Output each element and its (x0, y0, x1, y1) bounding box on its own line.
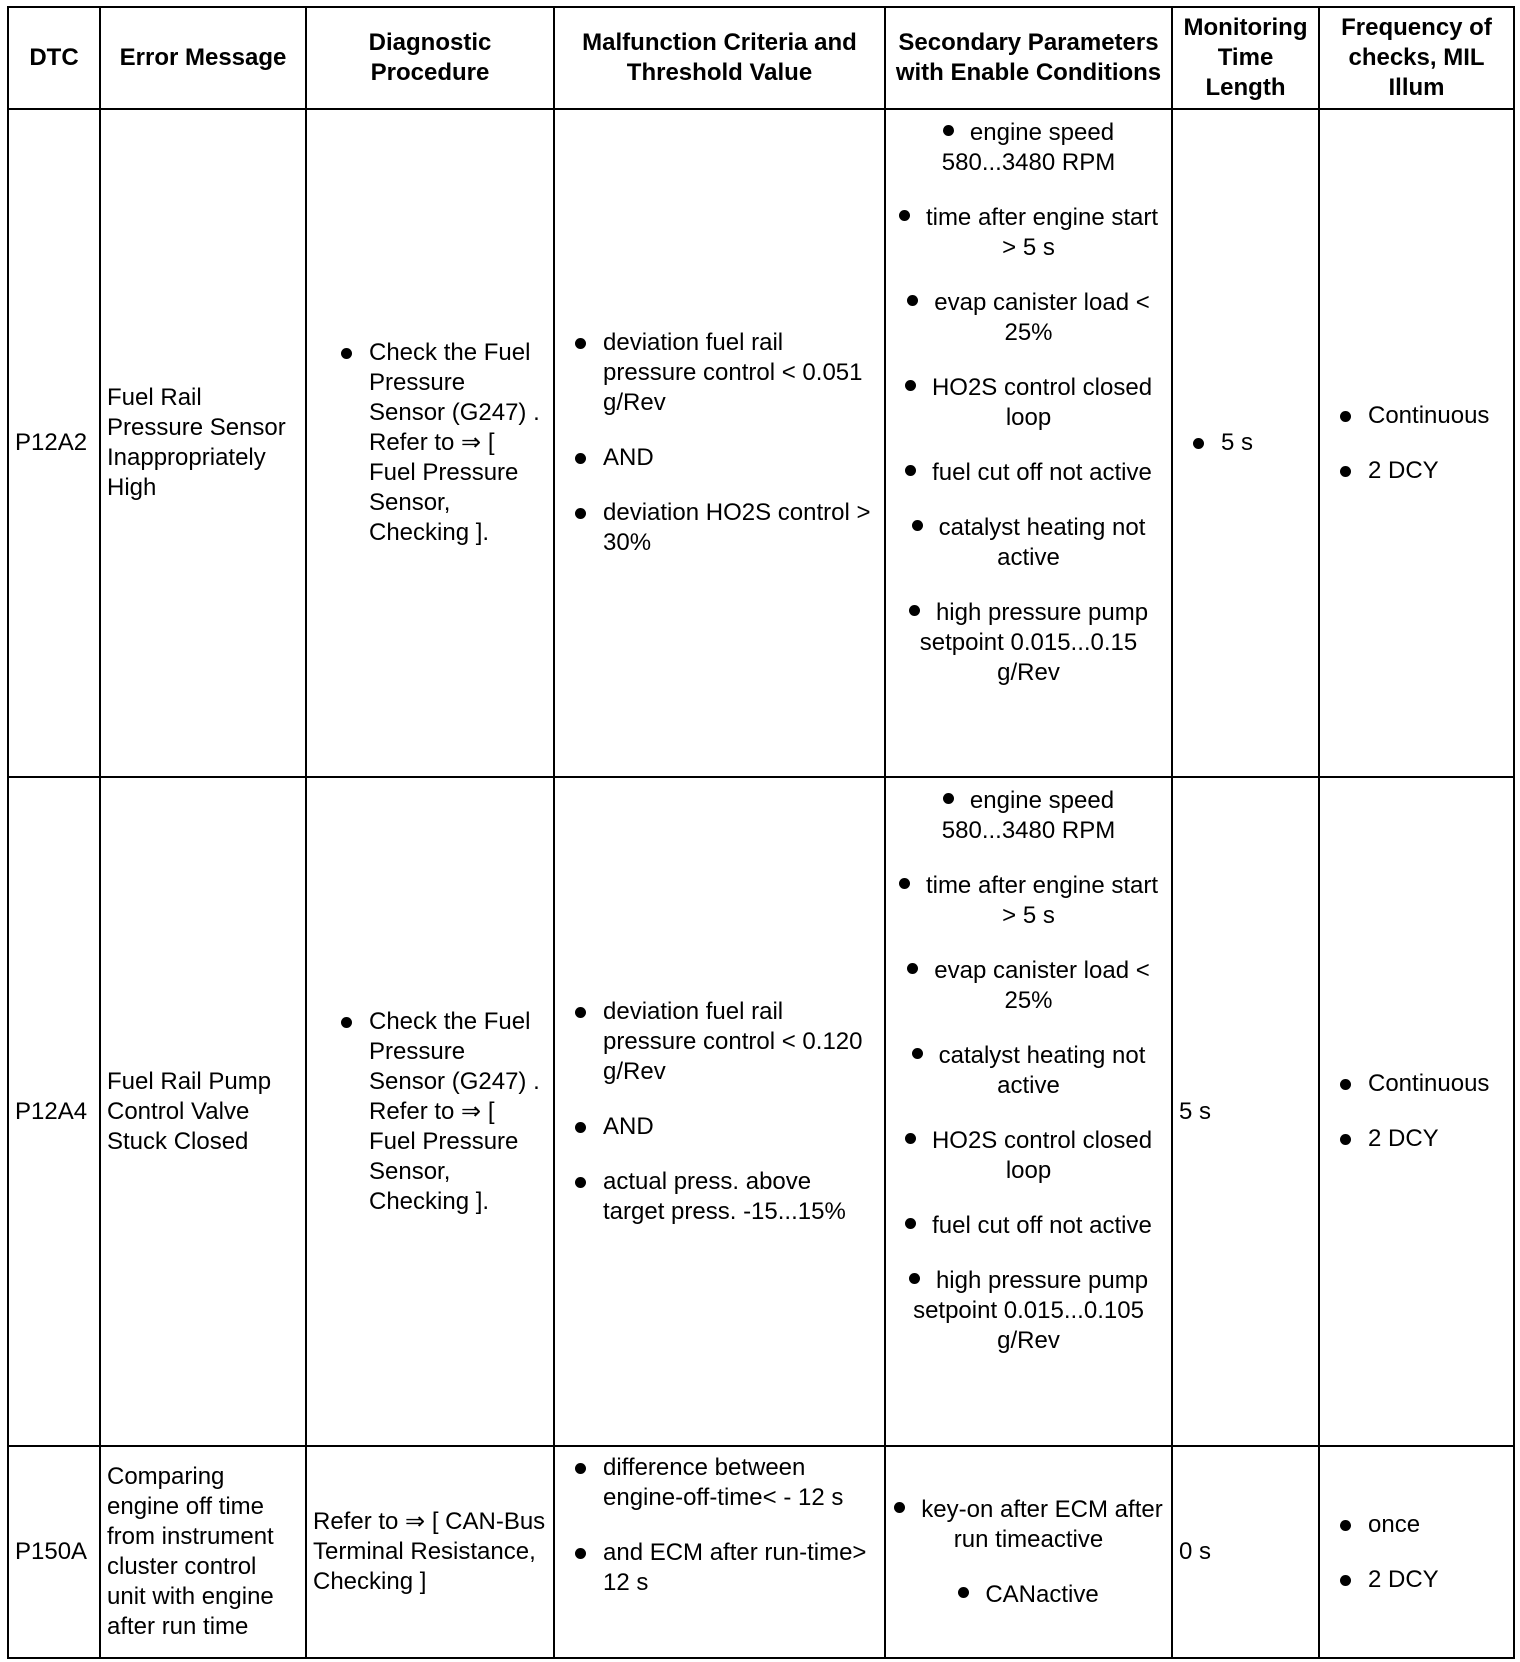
secondary-item: fuel cut off not active (892, 458, 1165, 488)
header-secondary-parameters: Secondary Parameters with Enable Conditions (885, 7, 1172, 109)
frequency-item: 2 DCY (1336, 456, 1507, 486)
diagnostic-procedure (306, 777, 554, 1446)
secondary-item: high pressure pump setpoint 0.015...0.105 g/Rev (892, 1266, 1165, 1356)
bullet-icon (912, 1048, 923, 1059)
frequency (1319, 109, 1514, 777)
bullet-icon (905, 1218, 916, 1229)
frequency (1319, 1446, 1514, 1658)
criteria-item: and ECM after run-time> 12 s (571, 1538, 878, 1598)
bullet-icon (943, 125, 954, 136)
header-frequency: Frequency of checks, MIL Illum (1319, 7, 1514, 109)
secondary-item: evap canister load < 25% (892, 288, 1165, 348)
header-monitoring-time: Monitoring Time Length (1172, 7, 1319, 109)
secondary-parameters (885, 1446, 1172, 1658)
secondary-item: time after engine start > 5 s (892, 203, 1165, 263)
frequency-item: 2 DCY (1336, 1124, 1507, 1154)
bullet-icon (909, 1273, 920, 1284)
procedure-item: Check the Fuel Pressure Sensor (G247) . Refer to ⇒ [ Fuel Pressure Sensor, Checking ]. (337, 1007, 547, 1217)
table-row (8, 109, 1514, 777)
secondary-item: engine speed 580...3480 RPM (941, 787, 1116, 844)
header-dtc: DTC (8, 7, 100, 109)
bullet-icon (909, 605, 920, 616)
frequency-item: Continuous (1336, 1069, 1507, 1099)
header-malfunction-criteria: Malfunction Criteria and Threshold Value (554, 7, 885, 109)
diagnostic-procedure (306, 109, 554, 777)
dtc-code: P12A2 (8, 109, 100, 777)
monitoring-item: 5 s (1189, 428, 1312, 458)
bullet-icon (905, 380, 916, 391)
secondary-item: evap canister load < 25% (892, 956, 1165, 1016)
bullet-icon (905, 1133, 916, 1144)
dtc-table (7, 6, 1515, 1659)
frequency (1319, 777, 1514, 1446)
criteria-item: deviation fuel rail pressure control < 0.051 g/Rev (571, 328, 878, 418)
frequency-item: once (1336, 1510, 1507, 1540)
error-message: Fuel Rail Pressure Sensor Inappropriately High (100, 109, 306, 777)
criteria-item: actual press. above target press. -15...15% (571, 1167, 878, 1227)
bullet-icon (958, 1587, 969, 1598)
monitoring-time: 0 s (1172, 1446, 1319, 1658)
malfunction-criteria (554, 109, 885, 777)
bullet-icon (943, 793, 954, 804)
criteria-item: AND (571, 1112, 878, 1142)
criteria-item: deviation HO2S control > 30% (571, 498, 878, 558)
error-message: Comparing engine off time from instrument cluster control unit with engine after run time (100, 1446, 306, 1658)
criteria-item: difference between engine-off-time< - 12 s (571, 1453, 878, 1513)
secondary-item: key-on after ECM after run timeactive (892, 1495, 1165, 1555)
secondary-item: catalyst heating not active (892, 1041, 1165, 1101)
bullet-icon (899, 878, 910, 889)
secondary-item: time after engine start > 5 s (892, 871, 1165, 931)
bullet-icon (907, 295, 918, 306)
monitoring-time: 5 s (1172, 777, 1319, 1446)
frequency-item: Continuous (1336, 401, 1507, 431)
bullet-icon (905, 465, 916, 476)
table-row (8, 777, 1514, 1446)
malfunction-criteria (554, 1446, 885, 1658)
table-row (8, 1446, 1514, 1658)
header-error-message: Error Message (100, 7, 306, 109)
header-diagnostic-procedure: Diagnostic Procedure (306, 7, 554, 109)
diagnostic-procedure: Refer to ⇒ [ CAN-Bus Terminal Resistance, Checking ] (306, 1446, 554, 1658)
secondary-item: fuel cut off not active (892, 1211, 1165, 1241)
secondary-parameters (885, 109, 1172, 777)
bullet-icon (907, 963, 918, 974)
malfunction-criteria (554, 777, 885, 1446)
bullet-icon (899, 210, 910, 221)
dtc-code: P12A4 (8, 777, 100, 1446)
secondary-item: CANactive (892, 1580, 1165, 1610)
secondary-item: catalyst heating not active (892, 513, 1165, 573)
secondary-item: engine speed 580...3480 RPM (941, 119, 1116, 176)
monitoring-time (1172, 109, 1319, 777)
criteria-item: deviation fuel rail pressure control < 0.120 g/Rev (571, 997, 878, 1087)
criteria-item: AND (571, 443, 878, 473)
dtc-code: P150A (8, 1446, 100, 1658)
secondary-item: high pressure pump setpoint 0.015...0.15 g/Rev (892, 598, 1165, 688)
error-message: Fuel Rail Pump Control Valve Stuck Closed (100, 777, 306, 1446)
secondary-item: HO2S control closed loop (892, 373, 1165, 433)
secondary-item: HO2S control closed loop (892, 1126, 1165, 1186)
header-row (8, 7, 1514, 109)
bullet-icon (912, 520, 923, 531)
procedure-item: Check the Fuel Pressure Sensor (G247) . Refer to ⇒ [ Fuel Pressure Sensor, Checking ]. (337, 338, 547, 548)
bullet-icon (894, 1502, 905, 1513)
frequency-item: 2 DCY (1336, 1565, 1507, 1595)
secondary-parameters (885, 777, 1172, 1446)
